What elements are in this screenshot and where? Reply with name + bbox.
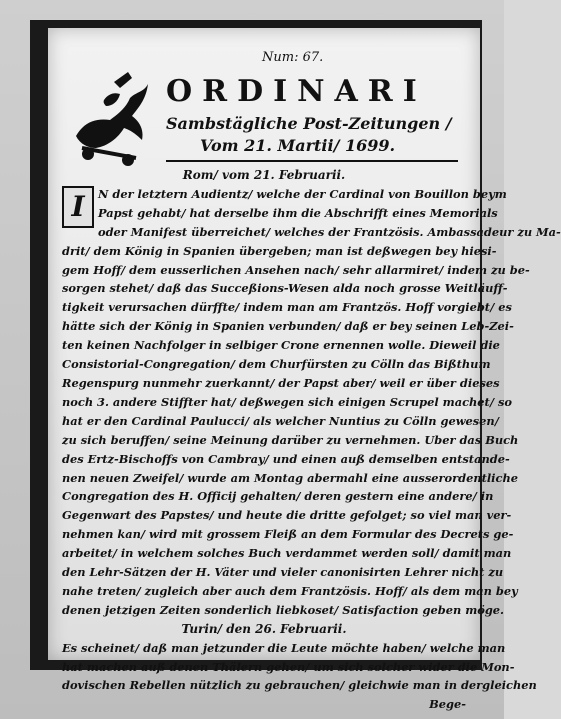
issue-date: Vom 21. Martii/ 1699.: [200, 136, 396, 155]
article-line: sorgen stehet/ daß das Succeßions-Wesen alda noch grosse Weitläuff-: [62, 281, 508, 296]
article-line: oder Manifest überreichet/ welches der Frantzösis. Ambassadeur zu Ma-: [98, 224, 561, 239]
masthead-divider: [166, 160, 458, 162]
article-line: Es scheinet/ daß man jetzunder die Leute möchte haben/ welche man: [62, 640, 506, 655]
article-line: denen jetzigen Zeiten sonderlich liebkoset/ Satisfaction geben möge.: [62, 602, 505, 617]
article-line: arbeitet/ in welchem solches Buch verdammet werden soll/ damit man: [62, 546, 512, 561]
article-body: [62, 166, 561, 712]
horse-rider-emblem: [66, 48, 152, 166]
article-line: Bege-: [429, 697, 466, 712]
article-line: N der letztern Audientz/ welche der Cardinal von Bouillon beym: [98, 186, 507, 201]
drop-cap-initial: I: [62, 186, 94, 228]
article-heading-rome: Rom/ vom 21. Februarii.: [182, 168, 346, 182]
article-line: ten keinen Nachfolger in selbiger Crone ernennen wolle. Dieweil die: [62, 338, 500, 353]
issue-number: Num: 67.: [262, 50, 324, 65]
article-line: noch 3. andere Stiffter hat/ deßwegen sich einigen Scrupel machet/ so: [62, 394, 512, 409]
article-line: nahe treten/ zugleich aber auch dem Frantzösis. Hoff/ als dem man bey: [62, 583, 518, 598]
article-line: Congregation des H. Officij gehalten/ deren gestern eine andere/ in: [62, 489, 494, 504]
article-line: Gegenwart des Papstes/ und heute die dritte gefolget; so viel man ver-: [62, 508, 512, 523]
newspaper-title: ORDINARI: [166, 74, 427, 109]
article-line: zu sich beruffen/ seine Meinung darüber zu vernehmen. Uber das Buch: [62, 432, 519, 447]
article-line: gem Hoff/ dem eusserlichen Ansehen nach/ sehr allarmiret/ indem zu be-: [62, 262, 530, 277]
article-turin: [62, 639, 537, 715]
article-line: nehmen kan/ wird mit grossem Fleiß an dem Formular des Decrets ge-: [62, 527, 514, 542]
article-heading-turin: Turin/ den 26. Februarii.: [181, 621, 347, 636]
article-line: Consistorial-Congregation/ dem Churfürsten zu Cölln das Bißthum: [62, 357, 491, 372]
article-line: den Lehr-Sätzen der H. Väter und vieler canonisirten Lehrer nicht zu: [62, 565, 504, 580]
article-line: dovischen Rebellen nützlich zu gebrauchen/ gleichwie man in dergleichen: [62, 678, 537, 693]
newspaper-subtitle: Sambstägliche Post-Zeitungen /: [166, 114, 452, 133]
article-line: hat er den Cardinal Paulucci/ als welcher Nuntius zu Cölln gewesen/: [62, 413, 499, 428]
article-line: tigkeit verursachen dürffte/ indem man am Frantzös. Hoff vorgiebt/ es: [62, 300, 512, 315]
article-line: des Ertz-Bischoffs von Cambray/ und einen auß demselben entstande-: [62, 451, 510, 466]
article-line: Regenspurg nunmehr zuerkannt/ der Papst aber/ weil er über dieses: [62, 375, 500, 390]
article-line: hat machen auß denen Thälern gehen/ um sich solcher wider die Mon-: [62, 659, 515, 674]
article-line: drit/ dem König in Spanien übergeben; man ist deßwegen bey hiesi-: [62, 243, 497, 258]
article-line: Papst gehabt/ hat derselbe ihm die Abschrifft eines Memorials: [98, 205, 498, 220]
article-line: hätte sich der König in Spanien verbunden/ daß er bey seinen Leb-Zei-: [62, 319, 514, 334]
article-line: nen neuen Zweifel/ wurde am Montag abermahl eine ausserordentliche: [62, 470, 518, 485]
article-rome: [62, 185, 561, 620]
newspaper-page: [48, 28, 561, 712]
